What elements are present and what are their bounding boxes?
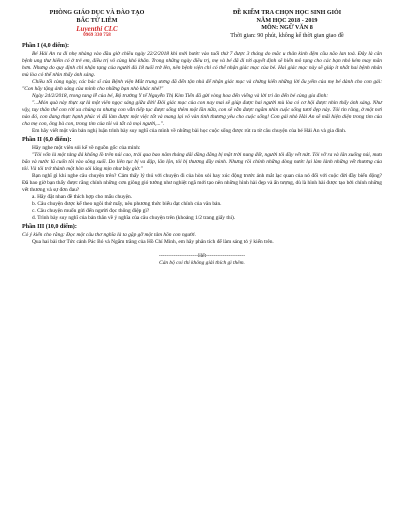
school-year: NĂM HỌC 2018 - 2019 (256, 17, 318, 24)
part2-question-d: d. Trình bày suy nghĩ của bản thân về ý nghĩa của câu chuyện trên (khoảng 1/2 trang giấy thi). (32, 215, 236, 222)
part2-question-b: b. Câu chuyện được kể theo ngôi thứ mấy, nêu phương thức biểu đạt chính của văn bản. (32, 201, 222, 208)
part3-task: Qua hai bài thơ Tức cảnh Pác Bó và Ngắm trăng của Hồ Chí Minh, em hãy phân tích để làm sáng tỏ ý kiến trên. (32, 238, 274, 245)
part2-question-intro: Bạn nghĩ gì khi nghe câu chuyện trên? Cảm thấy lý thú với chuyện đi của hòn sỏi hay xúc động trước ánh mắt lạc quan của nó đối với cuộc đời đầy biến động? Đã bao giờ bạn thấy được rằng chính những cơn giông gió tưởng như nghiệt ngã mới tạo nên những hình hài đẹp và ấn tượng, dù là hình hài được tạo bởi chính những vết thương và sự đơn đau? (22, 172, 382, 194)
part3-quote: Có ý kiến cho rằng: Đọc một câu thơ nghĩa là ta gặp gỡ một tâm hồn con người. (22, 231, 197, 238)
end-marker: ---------------------Hết--------------------- (158, 252, 246, 259)
part1-quote: "...Món quà này thực sự là một viên ngọc sáng giữa đời! Đôi giác mạc của con nay mai sẽ giúp được hai người mù lòa có cơ hội được nhìn thấy ánh sáng. Như vậy, tuy thân thể con rời xa chúng ta nhưng con vẫn tiếp tục được sống thêm một lần nữa, con sẽ vẫn được ngắm nhìn cuộc sống tươi đẹp này. Tôi tin rằng, ở một nơi nào đó, con đang thực hạnh phúc vì đã làm được một việc tốt và mang lại vô vàn tình thương yêu cho cuộc sống! Con gái nhỏ Hải An sẽ mãi hiện diện trong tim của cha mẹ con, ông bà con, trong tim của tôi và tất cả mọi người,...". (22, 100, 382, 128)
brand-logo: Luyenthi CLC (76, 25, 118, 34)
part1-title: Phần I (4,0 điểm): (22, 43, 70, 50)
part1-paragraph-3: Ngày 24/2/2018, trong tang lễ của bé, Bộ trưởng Y tế Nguyễn Thị Kim Tiến đã gửi vòng hoa đến viếng và lời tri ân đến bé cùng gia đình: (32, 93, 329, 100)
part1-paragraph-2: Chiều tối cùng ngày, các bác sĩ của Bệnh viện Mắt trung ương đã đến tận nhà để nhận giác mạc và chứng kiến những lời ấu yếm của mẹ bé dành cho con gái: "Con hãy tặng ánh sáng của mình cho những bạn nhỏ khác nhé!" (22, 78, 382, 93)
part1-task: Em hãy viết một văn bản nghị luận trình bày suy nghĩ của mình về những bài học cuộc sống được rút ra từ câu chuyện của bé Hải An và gia đình. (32, 128, 347, 135)
footer-note: Cán bộ coi thi không giải thích gì thêm. (159, 259, 245, 266)
part2-question-a: a. Hãy đặt nhan đề thích hợp cho mẩu chuyện. (32, 194, 133, 201)
part2-question-c: c. Câu chuyện muốn gửi đến người đọc thông điệp gì? (32, 208, 150, 215)
header-left (22, 10, 172, 40)
part2-intro: Hãy nghe một viên sỏi kể về nguồn gốc của mình: (32, 144, 141, 151)
part1-paragraph-1: Bé Hải An ra đi nhẹ nhàng vào đầu giờ chiều ngày 22/2/2018 khi mới bước vào tuổi thứ 7 được 3 tháng do mắc u thân kinh đệm cầu não lan toả. Đây là căn bệnh ung thư hiểm có ở trẻ em, điều trị vô cùng khó khăn. Trong những ngày điều trị, mẹ và bé đã đi tới quyết định sẽ hiến mô tạng cho các bạn nhỏ kém may mắn hơn. Nhưng do quy định chỉ nhận tạng của người đủ 18 tuổi trở lên, nên bệnh viện chỉ có thể nhận giác mạc của bé. Hai giác mạc này sẽ giúp ít nhất hai bệnh nhân mù lòa có thể nhìn thấy ánh sáng. (22, 50, 382, 78)
part2-story: "Tôi vốn là một tảng đá khổng lồ trên núi cao, trải qua bao năm tháng dãi dầng đắng bị mặt trời nung đốt, người tôi đầy vết nứt. Tôi vỡ ra và lăn xuống núi, mưa bão và nước lũ cuốn tôi vào sông suối. Do liên tục bị va đập, lăn lộn, tôi bị thương đầy mình. Nhưng rồi chính những dòng nước lại làm lành những vết thương của tôi. Và tôi trở thành một hòn sỏi láng mịn như bây giờ." (22, 151, 382, 172)
brand-phone: 0969 330 758 (83, 33, 111, 39)
header-right (192, 10, 382, 40)
district-name: BẮC TỪ LIÊM (76, 17, 118, 24)
exam-header (22, 10, 382, 40)
part2-title: Phần II (6,0 điểm): (22, 137, 72, 144)
subject: MÔN: NGỮ VĂN 8 (261, 25, 313, 32)
department-name: PHÒNG GIÁO DỤC VÀ ĐÀO TẠO (49, 10, 145, 16)
part3-title: Phần III (10,0 điểm): (22, 224, 77, 231)
exam-time: Thời gian: 90 phút, không kể thời gian giao đề (230, 32, 344, 39)
exam-title: ĐỀ KIỂM TRA CHỌN HỌC SINH GIỎI (232, 10, 342, 16)
